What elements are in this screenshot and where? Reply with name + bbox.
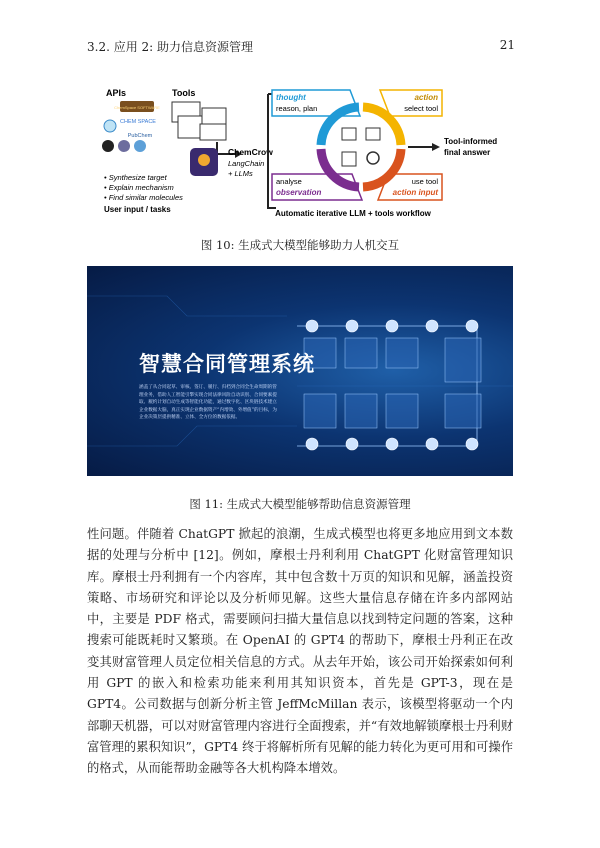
workflow-cycle [321,107,401,187]
answer-label-1: Tool-informed [444,137,498,146]
task-3: • Find similar molecules [104,193,183,202]
contract-system-description: 涵盖了从合同起草、审核、签订、履行、归档到合同全生命周期的管理业务，借助人工智能引擎实现合同法律风险自动识别、合同要素提取、履约计划自动生成等智能化功能，通过数字化、区块链技术建立企业数据大脑，真正实现企业数据资产“内增效、外增值”的目标，为企业决策层提供精准、立体、全方位的数据依据。 [139,385,277,421]
api-icon [134,140,146,152]
circuit-line [87,426,297,446]
figure-10-caption: 图 10: 生成式大模型能够助力人机交互 [200,238,400,252]
answer-label-2: final answer [444,148,491,157]
circuit-line [87,296,287,316]
reason-plan-label: reason, plan [276,104,318,113]
workflow-label: Automatic iterative LLM + tools workflow [275,209,431,218]
apis-label: APIs [106,88,127,98]
tools-icons [172,102,226,140]
figure-10-chemcrow-diagram [90,80,510,230]
process-card [445,394,481,428]
action-input-label: action input [392,188,438,197]
observation-label: observation [276,188,322,197]
tool-table-icon [200,124,226,140]
chemcrow-sub1: LangChain [228,159,265,168]
answer-arrowhead [432,143,440,151]
process-card [304,394,336,428]
thought-label: thought [276,93,306,102]
tools-label: Tools [172,88,196,98]
api-logos [102,101,160,152]
flow-node [386,320,398,332]
process-card [386,338,418,368]
body-text [87,524,513,780]
chemcrow-title: ChemCrow [228,147,273,157]
cycle-icon-list [342,152,356,166]
flow-node [346,320,358,332]
contract-system-title: 智慧合同管理系统 [139,352,315,376]
flow-node [306,438,318,450]
cycle-icon-map [342,128,356,140]
flow-node [466,438,478,450]
chemcrow-sub2: + LLMs [228,169,253,178]
tool-screen-icon [202,108,226,126]
figure-11-caption: 图 11: 生成式大模型能够帮助信息资源管理 [189,497,411,511]
cycle-icon-tools [366,128,380,140]
flow-node [306,320,318,332]
running-section-title: 3.2. 应用 2: 助力信息资源管理 [87,40,254,54]
process-card [345,338,377,368]
task-2: • Explain mechanism [104,183,174,192]
analyse-label: analyse [276,177,302,186]
process-card [345,394,377,428]
flow-node [386,438,398,450]
openai-icon [118,140,130,152]
chemspace-logo-text-2: CHEM SPACE [120,119,156,125]
chemcrow-robot-eye [198,154,210,166]
flow-node [466,320,478,332]
action-label: action [414,93,438,102]
body-paragraph: 性问题。伴随着 ChatGPT 掀起的浪潮，生成式模型也将更多地应用到文本数据的处理与分析中 [12]。例如，摩根士丹利利用 ChatGPT 化财富管理知识库。摩根士丹利拥有一个内容库，其中包含数十万页的知识和见解，涵盖投资策略、市场研究和评论以及分析师见解。这些大量信息存储在许多内部网站中，主要是 PDF 格式，需要顾问扫描大量信息以找到特定问题的答案，这种搜索可能既耗时又繁琐。在 OpenAI 的 GPT4 的帮助下，摩根士丹利正在改变其财富管理人员定位相关信息的方式。从去年开始，该公司开始探索如何利用 GPT 的嵌入和检索功能来利用其知识资本，首先是 GPT-3，现在是 GPT4。公司数据与创新分析主管 JeffMcMillan 表示，该模型将驱动一个内部聊天机器，可以对财富管理内容进行全面搜索，并“有效地解锁摩根士丹利财富管理的累积知识”，GPT4 终于将解析所有见解的能力转化为更可用和可操作的格式，从而能帮助金融等各大机构降本增效。 [87,527,513,776]
figure-11-contract-system-image [87,266,513,476]
github-icon [102,140,114,152]
task-1: • Synthesize target [104,173,167,182]
process-card [445,338,481,382]
flow-node [426,438,438,450]
molecule-icon [104,120,116,132]
process-card [386,394,418,428]
flow-node [426,320,438,332]
cycle-icon-search [367,152,379,164]
page-number: 21 [499,38,515,52]
user-input-label: User input / tasks [104,205,171,214]
flow-node [346,438,358,450]
select-tool-label: select tool [404,104,438,113]
use-tool-label: use tool [411,177,438,186]
pubchem-logo: PubChem [127,133,153,139]
chemspace-logo-text: ChemSpace SOFTWARE [114,105,160,110]
page-header [87,38,515,54]
